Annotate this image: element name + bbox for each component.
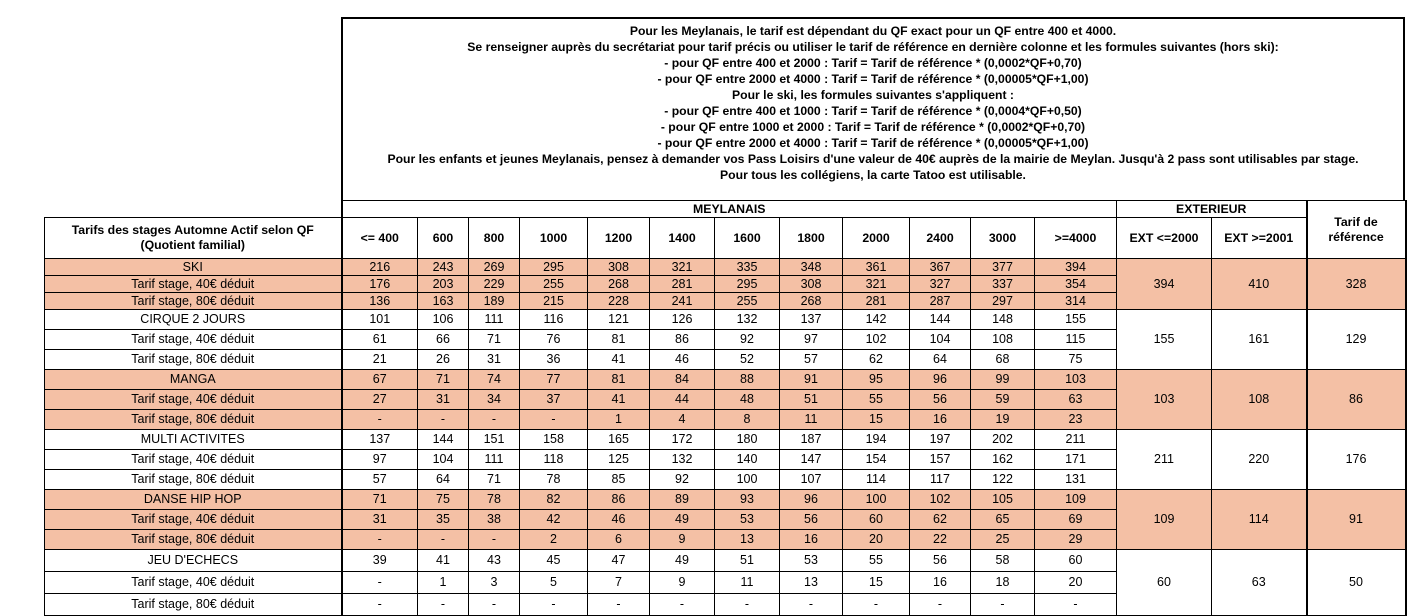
price-cell: 56 [910, 550, 971, 572]
pricing-notes [341, 17, 1405, 200]
price-cell: 101 [342, 310, 418, 330]
price-cell: - [843, 594, 910, 616]
price-cell: 68 [971, 350, 1035, 370]
price-cell: 216 [342, 259, 418, 276]
qf-column-header: 1200 [588, 218, 650, 259]
price-cell: 354 [1035, 276, 1117, 293]
price-cell: 44 [650, 390, 715, 410]
ext-ge-2001-cell: 220 [1212, 430, 1307, 490]
price-cell: 104 [910, 330, 971, 350]
price-cell: 86 [588, 490, 650, 510]
price-cell: 228 [588, 293, 650, 310]
reference-price-cell: 129 [1307, 310, 1406, 370]
price-cell: - [715, 594, 780, 616]
price-cell: 57 [342, 470, 418, 490]
price-cell: 35 [418, 510, 469, 530]
price-cell: 92 [650, 470, 715, 490]
qf-column-header: 1800 [780, 218, 843, 259]
price-cell: 66 [418, 330, 469, 350]
price-cell: - [469, 410, 520, 430]
note-line: - pour QF entre 2000 et 4000 : Tarif = Tarif de référence * (0,00005*QF+1,00) [657, 136, 1089, 150]
price-cell: - [418, 530, 469, 550]
price-cell: 11 [715, 572, 780, 594]
price-cell: 13 [715, 530, 780, 550]
price-cell: 60 [1035, 550, 1117, 572]
qf-column-header: 2400 [910, 218, 971, 259]
price-cell: 56 [910, 390, 971, 410]
activity-name: MANGA [45, 370, 342, 390]
price-cell: 41 [588, 390, 650, 410]
price-cell: - [418, 410, 469, 430]
note-line: - pour QF entre 1000 et 2000 : Tarif = Tarif de référence * (0,0002*QF+0,70) [660, 120, 1086, 134]
price-cell: 82 [520, 490, 588, 510]
price-cell: 69 [1035, 510, 1117, 530]
price-cell: 4 [650, 410, 715, 430]
price-cell: 16 [780, 530, 843, 550]
price-cell: - [469, 530, 520, 550]
price-cell: 100 [715, 470, 780, 490]
price-cell: 78 [469, 490, 520, 510]
price-cell: 109 [1035, 490, 1117, 510]
price-cell: 117 [910, 470, 971, 490]
price-cell: 140 [715, 450, 780, 470]
price-cell: 91 [780, 370, 843, 390]
table-row [45, 310, 1406, 330]
price-cell: 361 [843, 259, 910, 276]
price-cell: 60 [843, 510, 910, 530]
table-row [45, 259, 1406, 276]
price-cell: 111 [469, 310, 520, 330]
price-cell: 243 [418, 259, 469, 276]
price-cell: 93 [715, 490, 780, 510]
price-cell: 162 [971, 450, 1035, 470]
price-cell: 215 [520, 293, 588, 310]
price-cell: 180 [715, 430, 780, 450]
qf-column-header: 1000 [520, 218, 588, 259]
price-cell: 151 [469, 430, 520, 450]
activity-name: SKI [45, 259, 342, 276]
ext-ge-2001-cell: 161 [1212, 310, 1307, 370]
price-cell: 9 [650, 530, 715, 550]
price-cell: 154 [843, 450, 910, 470]
price-cell: 57 [780, 350, 843, 370]
qf-column-header: 3000 [971, 218, 1035, 259]
price-cell: - [342, 410, 418, 430]
price-cell: 269 [469, 259, 520, 276]
qf-column-header: 2000 [843, 218, 910, 259]
price-cell: 53 [715, 510, 780, 530]
price-cell: 75 [418, 490, 469, 510]
qf-column-header: 1600 [715, 218, 780, 259]
note-line: Pour le ski, les formules suivantes s'appliquent : [732, 88, 1014, 102]
reference-price-cell: 86 [1307, 370, 1406, 430]
price-cell: 92 [715, 330, 780, 350]
ext-le-2000-cell: 60 [1117, 550, 1212, 616]
reference-header: Tarif de référence [1307, 201, 1406, 259]
price-cell: 16 [910, 572, 971, 594]
price-cell: 394 [1035, 259, 1117, 276]
price-cell: 19 [971, 410, 1035, 430]
price-cell: - [780, 594, 843, 616]
qf-column-header: 800 [469, 218, 520, 259]
price-cell: 142 [843, 310, 910, 330]
blank-corner [45, 201, 342, 218]
price-cell: 189 [469, 293, 520, 310]
price-cell: 46 [650, 350, 715, 370]
price-cell: 131 [1035, 470, 1117, 490]
price-cell: 42 [520, 510, 588, 530]
price-cell: 194 [843, 430, 910, 450]
price-cell: 38 [469, 510, 520, 530]
price-cell: 22 [910, 530, 971, 550]
price-cell: 132 [650, 450, 715, 470]
price-cell: 62 [910, 510, 971, 530]
row-label: Tarif stage, 40€ déduit [45, 450, 342, 470]
price-cell: 36 [520, 350, 588, 370]
price-cell: 34 [469, 390, 520, 410]
price-cell: 76 [520, 330, 588, 350]
row-label: Tarif stage, 40€ déduit [45, 276, 342, 293]
price-cell: 96 [780, 490, 843, 510]
price-cell: 6 [588, 530, 650, 550]
row-label: Tarif stage, 80€ déduit [45, 530, 342, 550]
price-cell: 122 [971, 470, 1035, 490]
table-title: Tarifs des stages Automne Actif selon QF (Quotient familial) [45, 218, 342, 259]
ext-le-2000-cell: 211 [1117, 430, 1212, 490]
price-cell: 125 [588, 450, 650, 470]
price-cell: 197 [910, 430, 971, 450]
price-cell: 71 [469, 470, 520, 490]
ext-column-header: EXT >=2001 [1212, 218, 1307, 259]
pricing-table [44, 200, 1407, 616]
price-cell: 81 [588, 330, 650, 350]
price-cell: 295 [715, 276, 780, 293]
price-cell: 88 [715, 370, 780, 390]
price-cell: 2 [520, 530, 588, 550]
row-label: Tarif stage, 40€ déduit [45, 390, 342, 410]
price-cell: 31 [418, 390, 469, 410]
price-cell: 97 [780, 330, 843, 350]
price-cell: 100 [843, 490, 910, 510]
price-cell: 155 [1035, 310, 1117, 330]
price-cell: 86 [650, 330, 715, 350]
price-cell: 1 [588, 410, 650, 430]
price-cell: 21 [342, 350, 418, 370]
price-cell: 71 [469, 330, 520, 350]
price-cell: 37 [520, 390, 588, 410]
price-cell: 187 [780, 430, 843, 450]
price-cell: 114 [843, 470, 910, 490]
reference-price-cell: 176 [1307, 430, 1406, 490]
table-row [45, 490, 1406, 510]
ext-le-2000-cell: 109 [1117, 490, 1212, 550]
price-cell: 148 [971, 310, 1035, 330]
price-cell: 13 [780, 572, 843, 594]
price-cell: 115 [1035, 330, 1117, 350]
price-cell: 176 [342, 276, 418, 293]
price-cell: 64 [418, 470, 469, 490]
ext-ge-2001-cell: 410 [1212, 259, 1307, 310]
price-cell: 229 [469, 276, 520, 293]
price-cell: 116 [520, 310, 588, 330]
price-cell: - [418, 594, 469, 616]
price-cell: 144 [910, 310, 971, 330]
price-cell: 297 [971, 293, 1035, 310]
price-cell: 255 [520, 276, 588, 293]
price-cell: 103 [1035, 370, 1117, 390]
note-line: - pour QF entre 400 et 2000 : Tarif = Tarif de référence * (0,0002*QF+0,70) [664, 56, 1082, 70]
price-cell: 314 [1035, 293, 1117, 310]
price-cell: 23 [1035, 410, 1117, 430]
price-cell: 20 [1035, 572, 1117, 594]
row-label: Tarif stage, 40€ déduit [45, 330, 342, 350]
price-cell: 211 [1035, 430, 1117, 450]
reference-price-cell: 328 [1307, 259, 1406, 310]
price-cell: 377 [971, 259, 1035, 276]
price-cell: 49 [650, 510, 715, 530]
price-cell: 58 [971, 550, 1035, 572]
price-cell: 281 [843, 293, 910, 310]
price-cell: 121 [588, 310, 650, 330]
price-cell: 321 [843, 276, 910, 293]
price-cell: 144 [418, 430, 469, 450]
activity-name: DANSE HIP HOP [45, 490, 342, 510]
row-label: Tarif stage, 80€ déduit [45, 410, 342, 430]
price-cell: 268 [780, 293, 843, 310]
price-cell: 9 [650, 572, 715, 594]
price-cell: 15 [843, 410, 910, 430]
price-cell: 27 [342, 390, 418, 410]
price-cell: - [650, 594, 715, 616]
price-cell: 163 [418, 293, 469, 310]
price-cell: 16 [910, 410, 971, 430]
price-cell: - [910, 594, 971, 616]
price-cell: 105 [971, 490, 1035, 510]
price-cell: 295 [520, 259, 588, 276]
price-cell: 137 [342, 430, 418, 450]
group-header-exterieur: EXTERIEUR [1117, 201, 1307, 218]
activity-name: JEU D'ECHECS [45, 550, 342, 572]
table-row [45, 550, 1406, 572]
price-cell: 85 [588, 470, 650, 490]
price-cell: 47 [588, 550, 650, 572]
price-cell: 31 [342, 510, 418, 530]
price-cell: - [971, 594, 1035, 616]
price-cell: 74 [469, 370, 520, 390]
price-cell: 18 [971, 572, 1035, 594]
price-cell: 96 [910, 370, 971, 390]
price-cell: 20 [843, 530, 910, 550]
row-label: Tarif stage, 80€ déduit [45, 293, 342, 310]
price-cell: 51 [715, 550, 780, 572]
ext-ge-2001-cell: 114 [1212, 490, 1307, 550]
row-label: Tarif stage, 40€ déduit [45, 572, 342, 594]
price-cell: 126 [650, 310, 715, 330]
note-line: - pour QF entre 400 et 1000 : Tarif = Tarif de référence * (0,0004*QF+0,50) [664, 104, 1082, 118]
price-cell: 29 [1035, 530, 1117, 550]
price-cell: 56 [780, 510, 843, 530]
ext-column-header: EXT <=2000 [1117, 218, 1212, 259]
price-cell: 51 [780, 390, 843, 410]
price-cell: 118 [520, 450, 588, 470]
price-cell: - [342, 594, 418, 616]
qf-column-header: <= 400 [342, 218, 418, 259]
price-cell: 132 [715, 310, 780, 330]
price-cell: 157 [910, 450, 971, 470]
price-cell: 308 [588, 259, 650, 276]
price-cell: 61 [342, 330, 418, 350]
price-cell: 95 [843, 370, 910, 390]
table-row [45, 370, 1406, 390]
table-row [45, 430, 1406, 450]
price-cell: 327 [910, 276, 971, 293]
price-cell: 158 [520, 430, 588, 450]
price-cell: 7 [588, 572, 650, 594]
price-cell: 241 [650, 293, 715, 310]
activity-name: CIRQUE 2 JOURS [45, 310, 342, 330]
price-cell: - [520, 410, 588, 430]
price-cell: 102 [843, 330, 910, 350]
price-cell: 337 [971, 276, 1035, 293]
price-cell: 321 [650, 259, 715, 276]
price-cell: - [342, 530, 418, 550]
price-cell: 31 [469, 350, 520, 370]
price-cell: 41 [418, 550, 469, 572]
row-label: Tarif stage, 80€ déduit [45, 470, 342, 490]
price-cell: 25 [971, 530, 1035, 550]
note-line: Pour tous les collégiens, la carte Tatoo est utilisable. [720, 168, 1026, 182]
price-cell: - [588, 594, 650, 616]
price-cell: 53 [780, 550, 843, 572]
ext-le-2000-cell: 155 [1117, 310, 1212, 370]
price-cell: 97 [342, 450, 418, 470]
price-cell: 255 [715, 293, 780, 310]
price-cell: 78 [520, 470, 588, 490]
price-cell: 104 [418, 450, 469, 470]
price-cell: 26 [418, 350, 469, 370]
price-cell: 3 [469, 572, 520, 594]
row-label: Tarif stage, 80€ déduit [45, 350, 342, 370]
price-cell: 107 [780, 470, 843, 490]
price-cell: 77 [520, 370, 588, 390]
price-cell: 106 [418, 310, 469, 330]
price-cell: 367 [910, 259, 971, 276]
price-cell: 55 [843, 550, 910, 572]
price-cell: 62 [843, 350, 910, 370]
price-cell: 41 [588, 350, 650, 370]
row-label: Tarif stage, 40€ déduit [45, 510, 342, 530]
price-cell: 99 [971, 370, 1035, 390]
price-cell: 59 [971, 390, 1035, 410]
price-cell: 268 [588, 276, 650, 293]
price-cell: 5 [520, 572, 588, 594]
price-cell: 55 [843, 390, 910, 410]
price-cell: 43 [469, 550, 520, 572]
price-cell: - [469, 594, 520, 616]
price-cell: 48 [715, 390, 780, 410]
price-cell: 136 [342, 293, 418, 310]
activity-name: MULTI ACTIVITES [45, 430, 342, 450]
price-cell: 348 [780, 259, 843, 276]
price-cell: 63 [1035, 390, 1117, 410]
price-cell: 137 [780, 310, 843, 330]
ext-ge-2001-cell: 63 [1212, 550, 1307, 616]
note-line: Pour les enfants et jeunes Meylanais, pensez à demander vos Pass Loisirs d'une valeur de 40€ auprès de la mairie de Meylan. Jusqu'à 2 pass sont utilisables par stage. [387, 152, 1359, 166]
note-line: - pour QF entre 2000 et 4000 : Tarif = Tarif de référence * (0,00005*QF+1,00) [657, 72, 1089, 86]
price-cell: 71 [418, 370, 469, 390]
price-cell: 308 [780, 276, 843, 293]
price-cell: 111 [469, 450, 520, 470]
price-cell: 1 [418, 572, 469, 594]
price-cell: 15 [843, 572, 910, 594]
ext-le-2000-cell: 103 [1117, 370, 1212, 430]
note-line: Pour les Meylanais, le tarif est dépendant du QF exact pour un QF entre 400 et 4000. [629, 24, 1117, 38]
price-cell: - [342, 572, 418, 594]
price-cell: 64 [910, 350, 971, 370]
price-cell: 202 [971, 430, 1035, 450]
price-cell: 65 [971, 510, 1035, 530]
qf-column-header: >=4000 [1035, 218, 1117, 259]
reference-price-cell: 50 [1307, 550, 1406, 616]
price-cell: 39 [342, 550, 418, 572]
qf-column-header: 1400 [650, 218, 715, 259]
note-line: Se renseigner auprès du secrétariat pour tarif précis ou utiliser le tarif de référence en dernière colonne et les formules suivantes (hors ski): [467, 40, 1279, 54]
price-cell: 75 [1035, 350, 1117, 370]
ext-le-2000-cell: 394 [1117, 259, 1212, 310]
price-cell: 287 [910, 293, 971, 310]
price-cell: 203 [418, 276, 469, 293]
price-cell: 165 [588, 430, 650, 450]
row-label: Tarif stage, 80€ déduit [45, 594, 342, 616]
price-cell: 89 [650, 490, 715, 510]
price-cell: 172 [650, 430, 715, 450]
qf-column-header: 600 [418, 218, 469, 259]
price-cell: 84 [650, 370, 715, 390]
group-header-meylanais: MEYLANAIS [342, 201, 1117, 218]
price-cell: 8 [715, 410, 780, 430]
price-cell: 281 [650, 276, 715, 293]
price-cell: 147 [780, 450, 843, 470]
price-cell: 52 [715, 350, 780, 370]
price-cell: 71 [342, 490, 418, 510]
price-cell: - [1035, 594, 1117, 616]
price-cell: 102 [910, 490, 971, 510]
price-cell: 46 [588, 510, 650, 530]
price-cell: - [520, 594, 588, 616]
price-cell: 45 [520, 550, 588, 572]
price-cell: 81 [588, 370, 650, 390]
ext-ge-2001-cell: 108 [1212, 370, 1307, 430]
price-cell: 49 [650, 550, 715, 572]
price-cell: 108 [971, 330, 1035, 350]
price-cell: 67 [342, 370, 418, 390]
reference-price-cell: 91 [1307, 490, 1406, 550]
price-cell: 11 [780, 410, 843, 430]
price-cell: 171 [1035, 450, 1117, 470]
price-cell: 335 [715, 259, 780, 276]
